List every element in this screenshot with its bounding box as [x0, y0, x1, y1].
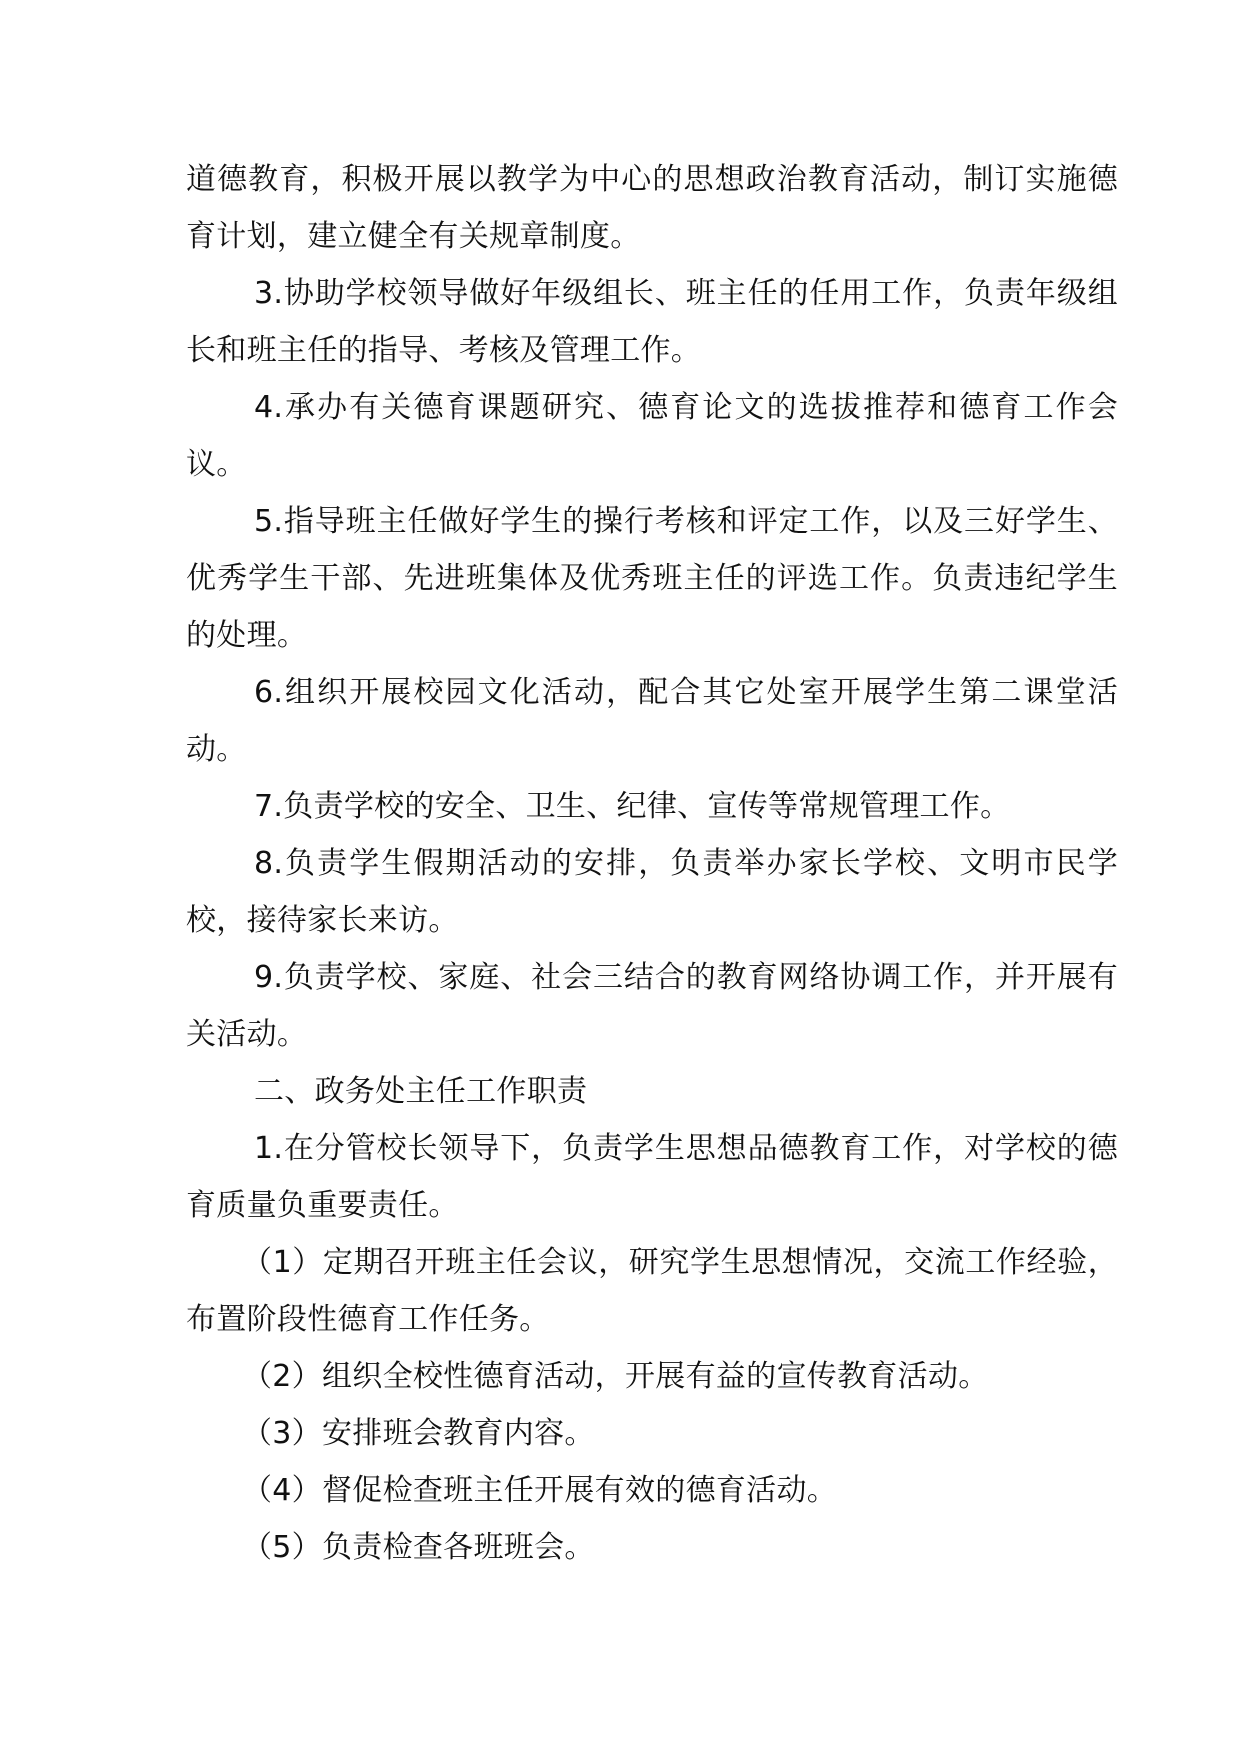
paragraph-continuation: 道德教育，积极开展以教学为中心的思想政治教育活动，制订实施德育计划，建立健全有关规章制度。 [186, 162, 1118, 254]
paragraph-item-5: 5.指导班主任做好学生的操行考核和评定工作，以及三好学生、优秀学生干部、先进班集体及优秀班主任的评选工作。负责违纪学生的处理。 [186, 504, 1118, 653]
paragraph-item-4: 4.承办有关德育课题研究、德育论文的选拔推荐和德育工作会议。 [186, 390, 1118, 482]
paragraph-item-9: 9.负责学校、家庭、社会三结合的教育网络协调工作，并开展有关活动。 [186, 960, 1118, 1052]
document-body [186, 151, 1118, 1576]
sub-item-5: （5）负责检查各班班会。 [242, 1530, 595, 1565]
sub-item-3: （3）安排班会教育内容。 [242, 1416, 595, 1451]
sub-item-1: （1）定期召开班主任会议，研究学生思想情况，交流工作经验，布置阶段性德育工作任务。 [186, 1245, 1118, 1337]
paragraph-duty-1: 1.在分管校长领导下，负责学生思想品德教育工作，对学校的德育质量负重要责任。 [186, 1131, 1118, 1223]
sub-item-2: （2）组织全校性德育活动，开展有益的宣传教育活动。 [242, 1359, 989, 1394]
paragraph-item-8: 8.负责学生假期活动的安排，负责举办家长学校、文明市民学校，接待家长来访。 [186, 846, 1118, 938]
paragraph-item-7: 7.负责学校的安全、卫生、纪律、宣传等常规管理工作。 [254, 789, 1011, 824]
paragraph-item-6: 6.组织开展校园文化活动，配合其它处室开展学生第二课堂活动。 [186, 675, 1118, 767]
paragraph-item-3: 3.协助学校领导做好年级组长、班主任的任用工作，负责年级组长和班主任的指导、考核及管理工作。 [186, 276, 1118, 368]
sub-item-4: （4）督促检查班主任开展有效的德育活动。 [242, 1473, 838, 1508]
section-heading: 二、政务处主任工作职责 [254, 1074, 588, 1109]
